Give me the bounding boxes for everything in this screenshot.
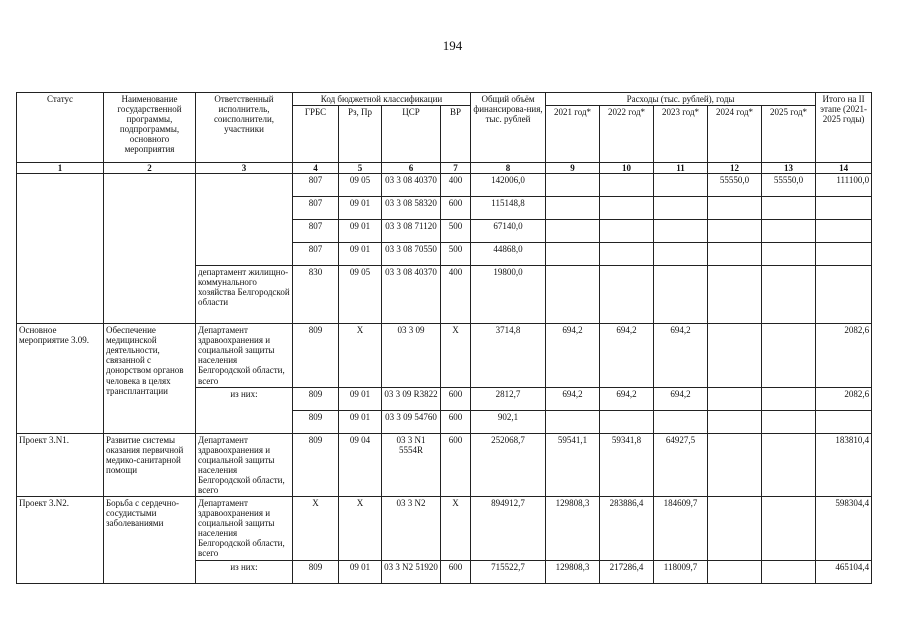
cell-2021: 694,2 (546, 324, 600, 387)
cell-rzpr: 09 01 (339, 387, 382, 410)
cell-vr: 400 (441, 266, 471, 324)
cell-vr: 600 (441, 387, 471, 410)
cell-csr: 03 3 08 40370 (382, 174, 441, 197)
cell-responsible: Департамент здравоохранения и социальной защиты населения Белгородской области, всего (196, 433, 293, 496)
cell-2024 (708, 266, 762, 324)
cell-total: 902,1 (471, 410, 546, 433)
header-budget-code-group: Код бюджетной классификации (293, 93, 471, 106)
cell-2025 (762, 243, 816, 266)
cell-2024 (708, 433, 762, 496)
cell-2022 (600, 410, 654, 433)
cell-responsible: департамент жилищно-коммунального хозяйства Белгородской области (196, 266, 293, 324)
cell-2021: 129808,3 (546, 560, 600, 583)
cell-grbs: 809 (293, 387, 339, 410)
col-number: 13 (762, 163, 816, 174)
cell-itogo (816, 410, 872, 433)
cell-2022 (600, 220, 654, 243)
cell-2021 (546, 243, 600, 266)
cell-rzpr: Х (339, 497, 382, 560)
cell-name: Борьба с сердечно-сосудистыми заболеваниями (104, 497, 196, 583)
cell-2025 (762, 266, 816, 324)
cell-2023: 694,2 (654, 387, 708, 410)
cell-status (17, 174, 104, 324)
header-rz-pr: Рз, Пр (339, 106, 382, 163)
table-row (17, 433, 872, 496)
header-status: Статус (17, 93, 104, 163)
col-number: 2 (104, 163, 196, 174)
cell-2025 (762, 387, 816, 410)
col-number: 11 (654, 163, 708, 174)
cell-responsible: из них: (196, 387, 293, 433)
cell-2022 (600, 266, 654, 324)
cell-2024 (708, 387, 762, 410)
column-number-row (17, 163, 872, 174)
cell-2022: 59341,8 (600, 433, 654, 496)
cell-2025 (762, 410, 816, 433)
cell-vr: 600 (441, 410, 471, 433)
budget-table (16, 92, 872, 584)
cell-csr: 03 3 09 (382, 324, 441, 387)
col-number: 1 (17, 163, 104, 174)
cell-2021 (546, 266, 600, 324)
cell-grbs: 809 (293, 410, 339, 433)
cell-csr: 03 3 08 40370 (382, 266, 441, 324)
cell-2024 (708, 324, 762, 387)
cell-2024 (708, 220, 762, 243)
cell-grbs: 830 (293, 266, 339, 324)
table-row (17, 324, 872, 387)
header-row-1 (17, 93, 872, 106)
cell-csr: 03 3 N2 (382, 497, 441, 560)
cell-2023 (654, 410, 708, 433)
header-2024: 2024 год* (708, 106, 762, 163)
cell-2024 (708, 243, 762, 266)
cell-itogo (816, 266, 872, 324)
cell-name: Развитие системы оказания первичной медико-санитарной помощи (104, 433, 196, 496)
cell-total: 19800,0 (471, 266, 546, 324)
cell-2025: 55550,0 (762, 174, 816, 197)
col-number: 4 (293, 163, 339, 174)
cell-2024: 55550,0 (708, 174, 762, 197)
col-number: 5 (339, 163, 382, 174)
cell-2023: 64927,5 (654, 433, 708, 496)
col-number: 9 (546, 163, 600, 174)
cell-grbs: 807 (293, 243, 339, 266)
cell-2024 (708, 560, 762, 583)
cell-2023 (654, 243, 708, 266)
col-number: 14 (816, 163, 872, 174)
cell-total: 67140,0 (471, 220, 546, 243)
header-name: Наименование государственной программы, подпрограммы, основного мероприятия (104, 93, 196, 163)
cell-vr: 500 (441, 220, 471, 243)
cell-vr: 600 (441, 433, 471, 496)
cell-itogo: 111100,0 (816, 174, 872, 197)
table-row (17, 497, 872, 560)
cell-vr: 400 (441, 174, 471, 197)
cell-grbs: 809 (293, 324, 339, 387)
cell-total: 252068,7 (471, 433, 546, 496)
cell-2023: 694,2 (654, 324, 708, 387)
header-responsible: Ответственный исполнитель, соисполнители, участники (196, 93, 293, 163)
header-csr: ЦСР (382, 106, 441, 163)
cell-2024 (708, 410, 762, 433)
cell-vr: 600 (441, 560, 471, 583)
cell-csr: 03 3 08 70550 (382, 243, 441, 266)
cell-name: Обеспечение медицинской деятельности, связанной с донорством органов человека в целях трансплантации (104, 324, 196, 433)
header-vr: ВР (441, 106, 471, 163)
cell-itogo: 183810,4 (816, 433, 872, 496)
cell-status: Проект 3.N2. (17, 497, 104, 583)
header-total-stage: Итого на II этапе (2021-2025 годы) (816, 93, 872, 163)
cell-total: 44868,0 (471, 243, 546, 266)
cell-2021: 59541,1 (546, 433, 600, 496)
cell-2022: 283886,4 (600, 497, 654, 560)
cell-rzpr: 09 01 (339, 243, 382, 266)
cell-2021: 694,2 (546, 387, 600, 410)
cell-csr: 03 3 N1 5554R (382, 433, 441, 496)
cell-total: 3714,8 (471, 324, 546, 387)
cell-status: Основное мероприятие 3.09. (17, 324, 104, 433)
cell-responsible: Департамент здравоохранения и социальной защиты населения Белгородской области, всего (196, 497, 293, 560)
cell-vr: 600 (441, 197, 471, 220)
cell-total: 115148,8 (471, 197, 546, 220)
cell-2022 (600, 243, 654, 266)
cell-rzpr: 09 05 (339, 174, 382, 197)
header-total-volume: Общий объём финансирова-ния, тыс. рублей (471, 93, 546, 163)
cell-2023 (654, 174, 708, 197)
cell-total: 142006,0 (471, 174, 546, 197)
col-number: 6 (382, 163, 441, 174)
header-2025: 2025 год* (762, 106, 816, 163)
cell-itogo (816, 220, 872, 243)
col-number: 3 (196, 163, 293, 174)
cell-rzpr: 09 01 (339, 410, 382, 433)
cell-2022 (600, 197, 654, 220)
cell-total: 715522,7 (471, 560, 546, 583)
cell-rzpr: 09 01 (339, 197, 382, 220)
cell-2021 (546, 174, 600, 197)
header-expenses-group: Расходы (тыс. рублей), годы (546, 93, 816, 106)
cell-2023 (654, 197, 708, 220)
cell-2023 (654, 220, 708, 243)
cell-grbs: 807 (293, 197, 339, 220)
cell-2022: 694,2 (600, 387, 654, 410)
col-number: 7 (441, 163, 471, 174)
cell-csr: 03 3 08 58320 (382, 197, 441, 220)
cell-2023 (654, 266, 708, 324)
cell-2025 (762, 324, 816, 387)
cell-csr: 03 3 N2 51920 (382, 560, 441, 583)
cell-grbs: Х (293, 497, 339, 560)
cell-2022: 694,2 (600, 324, 654, 387)
cell-total: 894912,7 (471, 497, 546, 560)
cell-itogo (816, 243, 872, 266)
cell-status: Проект 3.N1. (17, 433, 104, 496)
cell-vr: 500 (441, 243, 471, 266)
cell-itogo: 2082,6 (816, 387, 872, 410)
cell-rzpr: 09 04 (339, 433, 382, 496)
col-number: 10 (600, 163, 654, 174)
cell-rzpr: Х (339, 324, 382, 387)
cell-grbs: 809 (293, 560, 339, 583)
cell-itogo: 2082,6 (816, 324, 872, 387)
cell-2023: 118009,7 (654, 560, 708, 583)
col-number: 8 (471, 163, 546, 174)
table-row (17, 174, 872, 197)
cell-grbs: 807 (293, 220, 339, 243)
cell-csr: 03 3 09 R3822 (382, 387, 441, 410)
cell-itogo (816, 197, 872, 220)
cell-2021 (546, 410, 600, 433)
cell-grbs: 809 (293, 433, 339, 496)
cell-2021: 129808,3 (546, 497, 600, 560)
cell-rzpr: 09 05 (339, 266, 382, 324)
cell-2024 (708, 197, 762, 220)
page-number: 194 (442, 38, 463, 53)
cell-vr: Х (441, 497, 471, 560)
cell-total: 2812,7 (471, 387, 546, 410)
cell-csr: 03 3 08 71120 (382, 220, 441, 243)
cell-grbs: 807 (293, 174, 339, 197)
cell-name (104, 174, 196, 324)
cell-2022 (600, 174, 654, 197)
cell-2021 (546, 197, 600, 220)
cell-responsible: Департамент здравоохранения и социальной защиты населения Белгородской области, всего (196, 324, 293, 387)
cell-responsible: из них: (196, 560, 293, 583)
cell-csr: 03 3 09 54760 (382, 410, 441, 433)
cell-2021 (546, 220, 600, 243)
cell-rzpr: 09 01 (339, 220, 382, 243)
header-2023: 2023 год* (654, 106, 708, 163)
cell-2024 (708, 497, 762, 560)
cell-itogo: 598304,4 (816, 497, 872, 560)
col-number: 12 (708, 163, 762, 174)
cell-2025 (762, 560, 816, 583)
cell-vr: Х (441, 324, 471, 387)
header-2022: 2022 год* (600, 106, 654, 163)
cell-itogo: 465104,4 (816, 560, 872, 583)
header-2021: 2021 год* (546, 106, 600, 163)
cell-2025 (762, 220, 816, 243)
cell-2025 (762, 197, 816, 220)
cell-rzpr: 09 01 (339, 560, 382, 583)
cell-2023: 184609,7 (654, 497, 708, 560)
cell-2022: 217286,4 (600, 560, 654, 583)
header-grbs: ГРБС (293, 106, 339, 163)
cell-2025 (762, 497, 816, 560)
cell-responsible (196, 174, 293, 266)
cell-2025 (762, 433, 816, 496)
